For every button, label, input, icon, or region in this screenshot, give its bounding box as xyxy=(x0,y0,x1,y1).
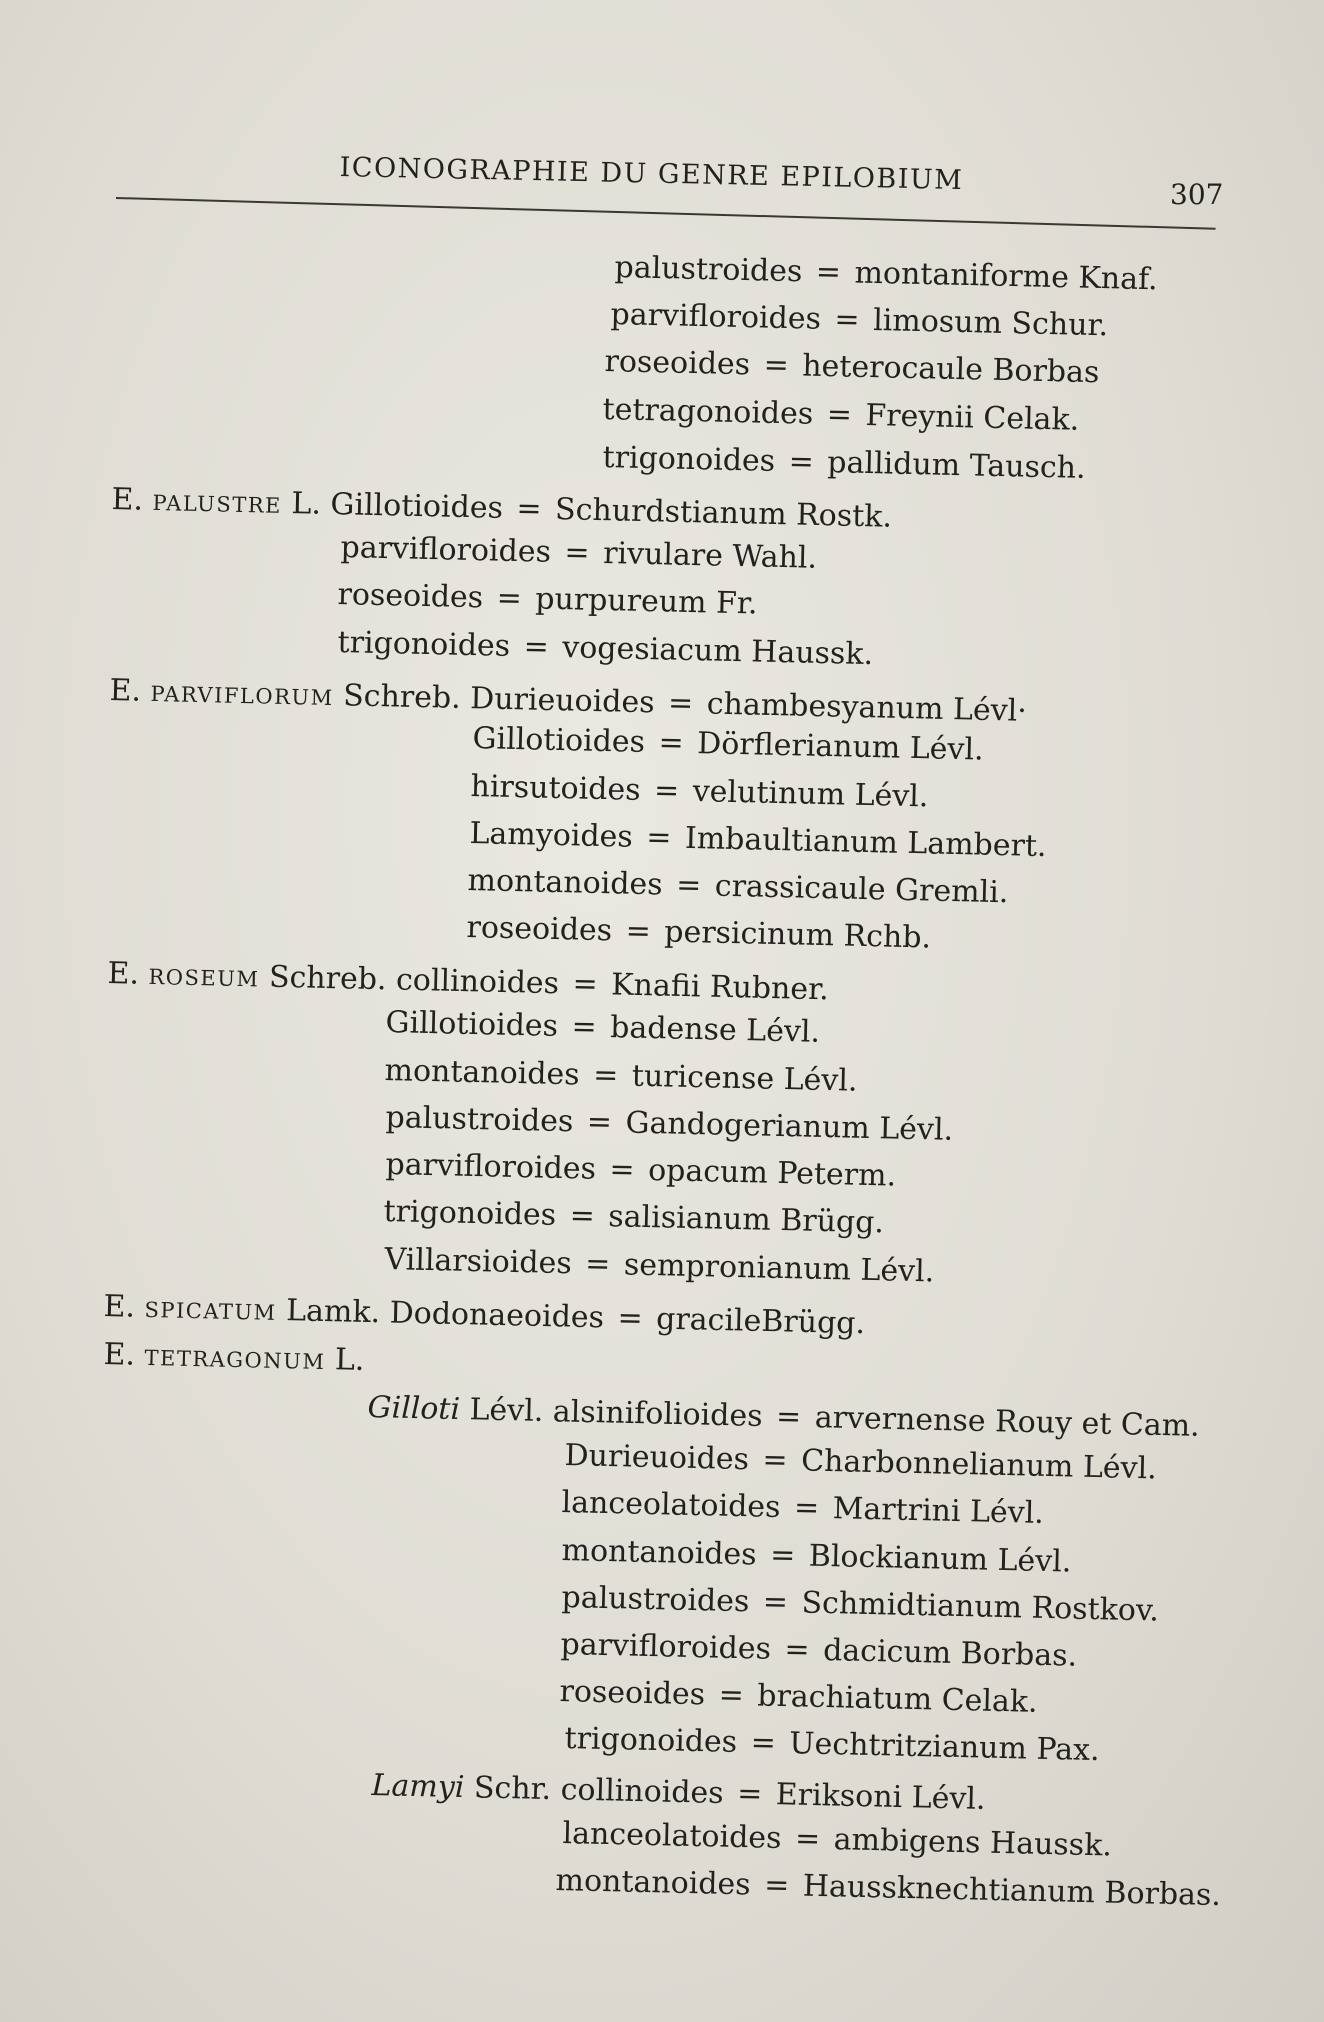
synonym-line: montanoides = Blockianum Lévl. xyxy=(561,1533,1072,1580)
species-heading-line: E. TETRAGONUM L. xyxy=(103,1337,365,1378)
synonym-line: trigonoides = pallidum Tausch. xyxy=(602,440,1087,486)
synonym-line: Gillotioides = badense Lévl. xyxy=(385,1005,821,1050)
page-number: 307 xyxy=(1170,178,1224,211)
synonym-line: palustroides = Gandogerianum Lévl. xyxy=(385,1100,954,1148)
synonym-line: tetragonoides = Freynii Celak. xyxy=(602,392,1080,438)
species-name: ROSEUM xyxy=(148,964,260,992)
species-name: SPICATUM xyxy=(144,1297,277,1325)
species-heading-line: E. PALUSTRE L. Gillotioides = Schurdstianum Rostk. xyxy=(111,482,893,535)
species-heading-line: E. PARVIFLORUM Schreb. Durieuoides = chambesyanum Lévl· xyxy=(109,673,1028,729)
synonym-line: parvifloroides = rivulare Wahl. xyxy=(340,530,818,576)
synonym-line: palustroides = montaniforme Knaf. xyxy=(614,250,1159,298)
running-header: ICONOGRAPHIE DU GENRE EPILOBIUM xyxy=(339,152,964,197)
synonym-line: Gillotioides = Dörflerianum Lévl. xyxy=(472,721,984,768)
synonym-line: lanceolatoides = Martrini Lévl. xyxy=(561,1485,1045,1531)
synonym-line: Villarsioides = sempronianum Lévl. xyxy=(384,1242,935,1290)
species-heading-line: E. SPICATUM Lamk. Dodonaeoides = gracileBrügg. xyxy=(103,1289,866,1342)
synonym-line: roseoides = heterocaule Borbas xyxy=(604,344,1100,391)
species-name: PALUSTRE xyxy=(152,490,283,518)
synonym-line: roseoides = brachiatum Celak. xyxy=(559,1674,1038,1720)
synonym-line: parvifloroides = opacum Peterm. xyxy=(385,1147,897,1194)
synonym-line: montanoides = crassicaule Gremli. xyxy=(467,863,1009,911)
synonym-line: Durieuoides = Charbonnelianum Lévl. xyxy=(564,1438,1158,1487)
header-rule xyxy=(116,197,1216,230)
subgroup-name: Gilloti xyxy=(367,1390,461,1428)
synonym-line: parvifloroides = dacicum Borbas. xyxy=(560,1627,1078,1674)
subgroup-name: Lamyi xyxy=(371,1768,465,1806)
species-heading-line: E. ROSEUM Schreb. collinoides = Knafii Rubner. xyxy=(107,956,830,1008)
subgroup-heading-line: Gilloti Lévl. alsinifolioides = arvernense Rouy et Cam. xyxy=(367,1390,1201,1444)
synonym-line: trigonoides = Uechtritzianum Pax. xyxy=(564,1721,1100,1769)
synonym-line: trigonoides = vogesiacum Haussk. xyxy=(337,625,874,673)
synonym-line: trigonoides = salisianum Brügg. xyxy=(383,1194,885,1241)
species-name: PARVIFLORUM xyxy=(150,681,334,711)
synonym-line: parvifloroides = limosum Schur. xyxy=(610,297,1109,344)
subgroup-heading-line: Lamyi Schr. collinoides = Eriksoni Lévl. xyxy=(371,1768,986,1817)
species-name: TETRAGONUM xyxy=(144,1345,326,1375)
synonym-line: montanoides = Haussknechtianum Borbas. xyxy=(555,1863,1222,1914)
synonym-line: Lamyoides = Imbaultianum Lambert. xyxy=(469,816,1047,865)
synonym-line: hirsutoides = velutinum Lévl. xyxy=(470,769,929,815)
synonym-line: roseoides = purpureum Fr. xyxy=(337,577,758,622)
synonym-line: lanceolatoides = ambigens Haussk. xyxy=(562,1816,1113,1864)
synonym-line: palustroides = Schmidtianum Rostkov. xyxy=(561,1580,1160,1629)
synonym-line: montanoides = turicense Lévl. xyxy=(384,1053,858,1099)
synonym-line: roseoides = persicinum Rchb. xyxy=(466,910,932,956)
